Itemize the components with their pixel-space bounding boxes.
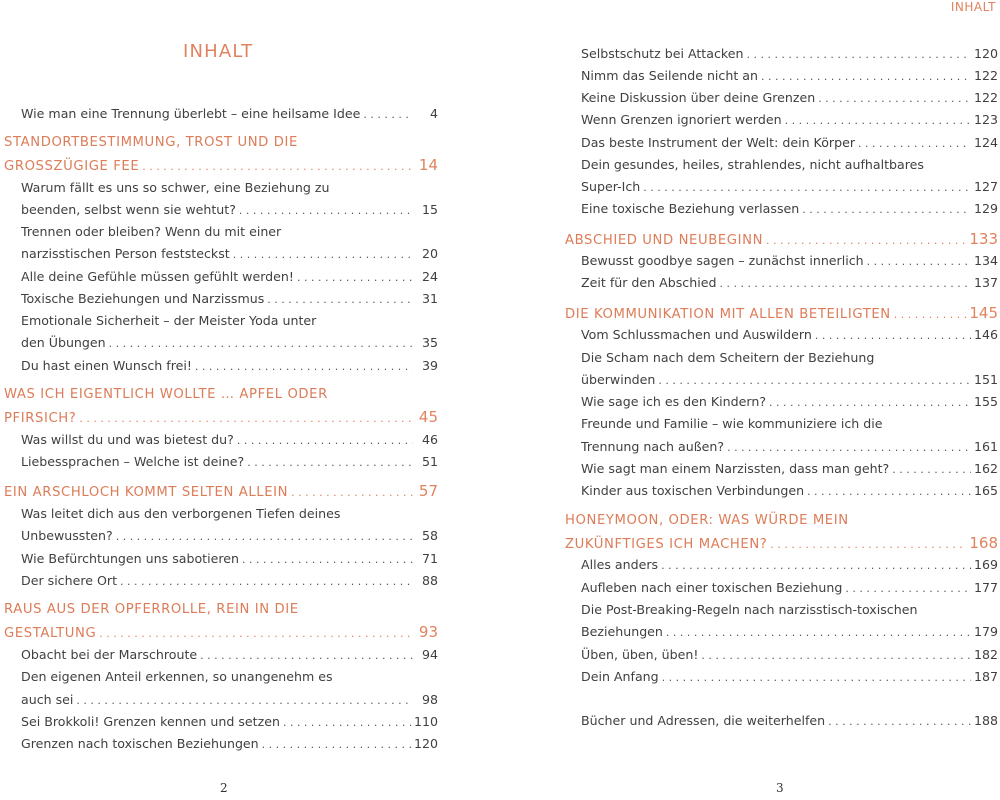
toc-entry xyxy=(581,644,998,666)
toc-page-number: 137 xyxy=(973,275,998,290)
toc-entry-title: Sei Brokkoli! Grenzen kennen und setzen xyxy=(21,714,280,729)
dot-leader xyxy=(242,549,413,571)
dot-leader xyxy=(116,526,413,548)
toc-page-number: 155 xyxy=(973,394,998,409)
toc-entry-title: Freunde und Familie – wie kommuniziere ich die xyxy=(581,416,883,431)
toc-page-number: 122 xyxy=(973,68,998,83)
dot-leader xyxy=(770,534,966,556)
toc-entry-title: narzisstischen Person feststeckst xyxy=(21,246,230,261)
toc-entry xyxy=(581,599,998,621)
toc-page-number: 15 xyxy=(421,202,438,217)
toc-entry xyxy=(21,221,438,243)
toc-entry-title: Eine toxische Beziehung verlassen xyxy=(581,201,800,216)
dot-leader xyxy=(643,177,971,199)
dot-leader xyxy=(828,711,971,733)
toc-entry xyxy=(21,103,438,125)
toc-entry xyxy=(581,324,998,346)
toc-page-number: 120 xyxy=(973,46,998,61)
dot-leader xyxy=(120,571,413,593)
toc-page-number: 188 xyxy=(973,713,998,728)
toc-entry-title: Keine Diskussion über deine Grenzen xyxy=(581,90,816,105)
toc-page-number: 145 xyxy=(969,304,998,322)
toc-entry-title: DIE KOMMUNIKATION MIT ALLEN BETEILIGTEN xyxy=(565,307,891,322)
toc-entry xyxy=(21,689,438,711)
toc-page-number: 57 xyxy=(418,482,438,500)
toc-entry-title: Trennen oder bleiben? Wenn du mit einer xyxy=(21,224,282,239)
toc-entry-title: Alles anders xyxy=(581,557,659,572)
toc-entry-title: Den eigenen Anteil erkennen, so unangenehm es xyxy=(21,669,333,684)
toc-entry-title: Wie sage ich es den Kindern? xyxy=(581,394,767,409)
toc-entry-title: Was willst du und was bietest du? xyxy=(21,432,234,447)
dot-leader xyxy=(701,645,971,667)
toc-entry-title: STANDORTBESTIMMUNG, TROST UND DIE xyxy=(4,135,298,150)
toc-entry xyxy=(21,548,438,570)
toc-entry xyxy=(581,250,998,272)
dot-leader xyxy=(662,667,971,689)
toc-entry-title: Liebessprachen – Welche ist deine? xyxy=(21,454,245,469)
toc-page-number: 187 xyxy=(973,669,998,684)
dot-leader xyxy=(79,408,413,430)
dot-leader xyxy=(894,304,967,326)
toc-entry xyxy=(21,666,438,688)
dot-leader xyxy=(267,289,413,311)
toc-entry-title: Bewusst goodbye sagen – zunächst innerlich xyxy=(581,253,864,268)
toc-entry xyxy=(21,711,438,733)
toc-entry xyxy=(581,458,998,480)
dot-leader xyxy=(666,622,971,644)
running-head: INHALT xyxy=(950,0,996,14)
toc-page-number: 71 xyxy=(421,551,438,566)
toc-entry xyxy=(21,644,438,666)
dot-leader xyxy=(109,333,413,355)
toc-entry xyxy=(21,733,438,755)
toc-entry-title: Dein gesundes, heiles, strahlendes, nicht aufhaltbares xyxy=(581,157,924,172)
toc-entry-title: WAS ICH EIGENTLICH WOLLTE … APFEL ODER xyxy=(4,387,328,402)
toc-page-number: 58 xyxy=(421,528,438,543)
dot-leader xyxy=(802,199,971,221)
toc-entry-title: Wenn Grenzen ignoriert werden xyxy=(581,112,782,127)
toc-entry xyxy=(581,132,998,154)
toc-entry xyxy=(581,198,998,220)
toc-entry xyxy=(581,413,998,435)
toc-entry-title: Emotionale Sicherheit – der Meister Yoda unter xyxy=(21,313,317,328)
toc-entry-title: Du hast einen Wunsch frei! xyxy=(21,358,192,373)
toc-entry xyxy=(21,243,438,265)
toc-entry-title: Toxische Beziehungen und Narzissmus xyxy=(21,291,265,306)
toc-entry-title: Wie Befürchtungen uns sabotieren xyxy=(21,551,239,566)
toc-chapter-heading xyxy=(4,132,438,154)
page-title: INHALT xyxy=(183,41,254,62)
dot-leader xyxy=(200,645,413,667)
toc-entry-title: Beziehungen xyxy=(581,624,663,639)
toc-page-number: 51 xyxy=(421,454,438,469)
toc-entry-title: Warum fällt es uns so schwer, eine Beziehung zu xyxy=(21,180,330,195)
dot-leader xyxy=(727,437,971,459)
toc-entry xyxy=(581,43,998,65)
toc-entry-title: Obacht bei der Marschroute xyxy=(21,647,198,662)
toc-entry xyxy=(21,451,438,473)
toc-entry-title: überwinden xyxy=(581,372,656,387)
toc-entry-title: Nimm das Seilende nicht an xyxy=(581,68,758,83)
toc-page-number: 182 xyxy=(973,647,998,662)
dot-leader xyxy=(76,690,413,712)
toc-entry xyxy=(581,65,998,87)
toc-page-number: 4 xyxy=(429,106,438,121)
toc-entry-title: Der sichere Ort xyxy=(21,573,118,588)
toc-entry xyxy=(21,332,438,354)
toc-entry-title: beenden, selbst wenn sie wehtut? xyxy=(21,202,236,217)
toc-entry-title: Alle deine Gefühle müssen gefühlt werden! xyxy=(21,269,294,284)
toc-entry-title: Aufleben nach einer toxischen Beziehung xyxy=(581,580,843,595)
toc-entry xyxy=(21,355,438,377)
toc-page-number: 168 xyxy=(969,534,998,552)
toc-page-number: 31 xyxy=(421,291,438,306)
toc-entry xyxy=(581,109,998,131)
dot-leader xyxy=(845,578,971,600)
toc-page-number: 146 xyxy=(973,327,998,342)
dot-leader xyxy=(892,459,971,481)
toc-entry xyxy=(581,621,998,643)
toc-entry xyxy=(581,87,998,109)
toc-chapter-heading xyxy=(565,510,998,532)
toc-entry xyxy=(581,480,998,502)
toc-page-number: 165 xyxy=(973,483,998,498)
toc-entry-title: Unbewussten? xyxy=(21,528,113,543)
toc-entry xyxy=(581,154,998,176)
dot-leader xyxy=(195,356,413,378)
toc-page-number: 127 xyxy=(973,179,998,194)
toc-page-number: 133 xyxy=(969,230,998,248)
toc-entry xyxy=(21,199,438,221)
dot-leader xyxy=(297,267,413,289)
toc-chapter-heading xyxy=(565,532,998,554)
toc-entry xyxy=(581,577,998,599)
page-number-right: 3 xyxy=(776,781,784,795)
toc-page-number: 39 xyxy=(421,358,438,373)
toc-page-number: 177 xyxy=(973,580,998,595)
toc-page-number: 169 xyxy=(973,557,998,572)
toc-entry xyxy=(21,266,438,288)
dot-leader xyxy=(237,430,413,452)
toc-entry xyxy=(21,310,438,332)
toc-entry-title: Trennung nach außen? xyxy=(581,439,725,454)
toc-entry-title: Wie man eine Trennung überlebt – eine heilsame Idee xyxy=(21,106,361,121)
toc-chapter-heading xyxy=(4,406,438,428)
dot-leader xyxy=(283,712,411,734)
dot-leader xyxy=(807,481,971,503)
toc-entry-title: Super-Ich xyxy=(581,179,641,194)
toc-page-number: 45 xyxy=(418,408,438,426)
toc-entry xyxy=(581,554,998,576)
toc-entry xyxy=(21,288,438,310)
dot-leader xyxy=(815,325,971,347)
dot-leader xyxy=(262,734,411,756)
toc-chapter-heading xyxy=(4,599,438,621)
dot-leader xyxy=(785,110,971,132)
toc-entry-title: GROSSZÜGIGE FEE xyxy=(4,159,140,174)
toc-page-number: 88 xyxy=(421,573,438,588)
toc-entry xyxy=(21,570,438,592)
dot-leader xyxy=(769,392,971,414)
toc-page-number: 120 xyxy=(413,736,438,751)
toc-entry-title: GESTALTUNG xyxy=(4,626,97,641)
toc-page-number: 161 xyxy=(973,439,998,454)
toc-entry xyxy=(581,391,998,413)
dot-leader xyxy=(746,44,970,66)
dot-leader xyxy=(247,452,413,474)
dot-leader xyxy=(818,88,971,110)
toc-entry-title: Das beste Instrument der Welt: dein Körper xyxy=(581,135,855,150)
dot-leader xyxy=(867,251,971,273)
toc-entry xyxy=(21,525,438,547)
toc-entry-title: Zeit für den Abschied xyxy=(581,275,717,290)
toc-chapter-heading xyxy=(4,480,438,502)
toc-entry xyxy=(581,176,998,198)
toc-page-number: 151 xyxy=(973,372,998,387)
toc-entry-title: Die Post-Breaking-Regeln nach narzisstisch-toxischen xyxy=(581,602,918,617)
toc-chapter-heading xyxy=(4,384,438,406)
toc-entry-title: Bücher und Adressen, die weiterhelfen xyxy=(581,713,826,728)
toc-entry xyxy=(581,666,998,688)
dot-leader xyxy=(233,244,413,266)
toc-entry-title: Selbstschutz bei Attacken xyxy=(581,46,744,61)
toc-entry-title: Kinder aus toxischen Verbindungen xyxy=(581,483,805,498)
toc-entry xyxy=(21,177,438,199)
toc-page-number: 162 xyxy=(973,461,998,476)
toc-page-number: 179 xyxy=(973,624,998,639)
toc-page-number: 134 xyxy=(973,253,998,268)
page-number-left: 2 xyxy=(220,781,228,795)
toc-entry-title: RAUS AUS DER OPFERROLLE, REIN IN DIE xyxy=(4,602,299,617)
dot-leader xyxy=(99,623,413,645)
toc-chapter-heading xyxy=(565,228,998,250)
toc-page-number: 129 xyxy=(973,201,998,216)
dot-leader xyxy=(239,200,413,222)
toc-page-number: 93 xyxy=(418,623,438,641)
toc-entry-title: PFIRSICH? xyxy=(4,411,77,426)
toc-page-number: 46 xyxy=(421,432,438,447)
toc-page-number: 124 xyxy=(973,135,998,150)
toc-page-number: 123 xyxy=(973,112,998,127)
toc-chapter-heading xyxy=(4,621,438,643)
dot-leader xyxy=(291,482,413,504)
dot-leader xyxy=(363,104,413,126)
toc-entry-title: Vom Schlussmachen und Auswildern xyxy=(581,327,812,342)
toc-entry xyxy=(581,347,998,369)
toc-page-number: 24 xyxy=(421,269,438,284)
toc-entry-title: EIN ARSCHLOCH KOMMT SELTEN ALLEIN xyxy=(4,485,289,500)
toc-page-number: 35 xyxy=(421,335,438,350)
dot-leader xyxy=(658,370,971,392)
toc-entry-title: Was leitet dich aus den verborgenen Tiefen deines xyxy=(21,506,341,521)
toc-entry xyxy=(581,436,998,458)
toc-entry-title: auch sei xyxy=(21,692,74,707)
toc-entry xyxy=(581,710,998,732)
toc-entry-title: Die Scham nach dem Scheitern der Beziehung xyxy=(581,350,875,365)
toc-page-number: 98 xyxy=(421,692,438,707)
toc-entry-title: ABSCHIED UND NEUBEGINN xyxy=(565,233,764,248)
toc-page-number: 14 xyxy=(418,156,438,174)
toc-entry xyxy=(21,429,438,451)
toc-page-number: 20 xyxy=(421,246,438,261)
dot-leader xyxy=(761,66,971,88)
toc-entry-title: HONEYMOON, ODER: WAS WÜRDE MEIN xyxy=(565,513,849,528)
toc-entry xyxy=(21,503,438,525)
dot-leader xyxy=(858,133,971,155)
toc-entry-title: Üben, üben, üben! xyxy=(581,647,699,662)
dot-leader xyxy=(719,273,970,295)
toc-entry-title: den Übungen xyxy=(21,335,106,350)
toc-page-number: 122 xyxy=(973,90,998,105)
toc-entry-title: ZUKÜNFTIGES ICH MACHEN? xyxy=(565,537,768,552)
toc-chapter-heading xyxy=(565,302,998,324)
toc-entry-title: Grenzen nach toxischen Beziehungen xyxy=(21,736,259,751)
toc-entry xyxy=(581,369,998,391)
dot-leader xyxy=(142,156,413,178)
toc-entry-title: Dein Anfang xyxy=(581,669,659,684)
toc-entry xyxy=(581,272,998,294)
toc-entry-title: Wie sagt man einem Narzissten, dass man geht? xyxy=(581,461,890,476)
toc-page-number: 94 xyxy=(421,647,438,662)
toc-page-number: 110 xyxy=(413,714,438,729)
toc-chapter-heading xyxy=(4,154,438,176)
dot-leader xyxy=(766,230,966,252)
dot-leader xyxy=(661,555,971,577)
